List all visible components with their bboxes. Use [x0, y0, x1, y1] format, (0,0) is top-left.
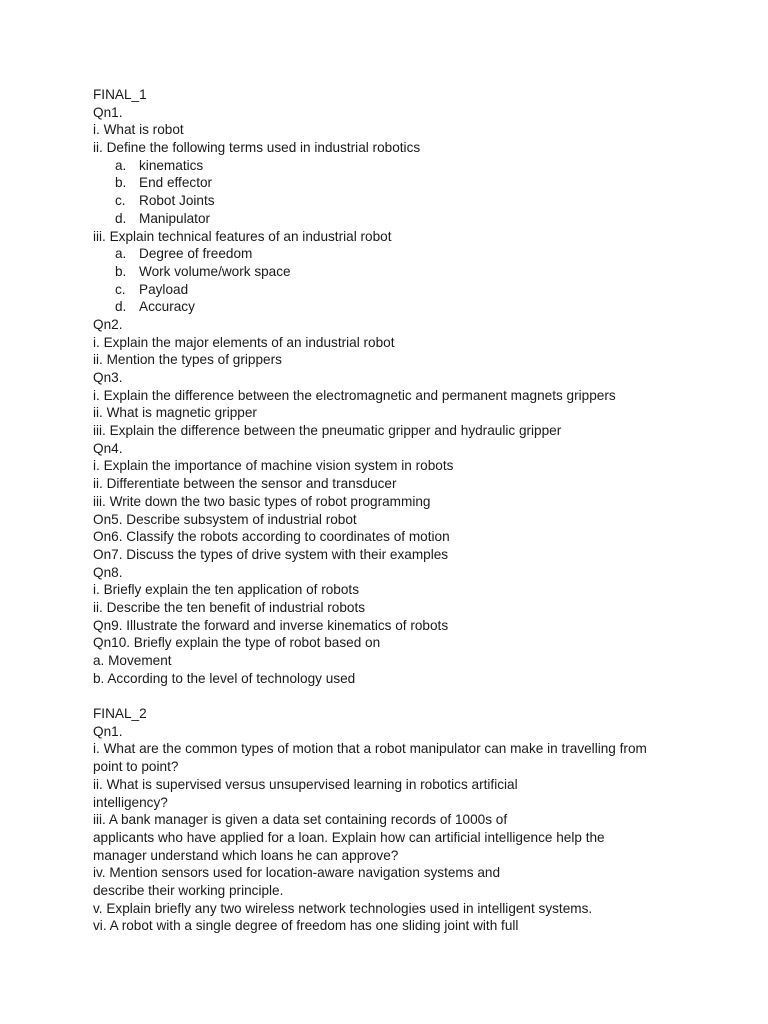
section-heading: FINAL_2 — [93, 706, 147, 722]
list-marker: a. — [115, 157, 127, 173]
text-line: Qn8. — [93, 564, 123, 580]
text-line: iii. Explain technical features of an industrial robot — [93, 228, 392, 244]
text-line: Qn2. — [93, 316, 123, 332]
list-item — [93, 298, 693, 316]
text-line: vi. A robot with a single degree of freedom has one sliding joint with full — [93, 918, 519, 934]
text-line: iii. Explain the difference between the pneumatic gripper and hydraulic gripper — [93, 423, 562, 439]
text-line: Qn1. — [93, 723, 123, 739]
text-line: On7. Discuss the types of drive system with their examples — [93, 546, 449, 562]
text-line: intelligency? — [93, 794, 168, 810]
text-line: Qn3. — [93, 370, 123, 385]
text-line: Qn1. — [93, 104, 123, 120]
blank-line — [93, 687, 693, 705]
list-item-text: Accuracy — [139, 299, 195, 315]
section-heading: FINAL_1 — [93, 87, 147, 102]
text-line: Qn10. Briefly explain the type of robot based on — [93, 635, 381, 651]
list-item — [93, 174, 693, 192]
text-line: ii. What is supervised versus unsupervised learning in robotics artificial — [93, 776, 518, 792]
text-line: ii. What is magnetic gripper — [93, 405, 257, 421]
text-line: manager understand which loans he can approve? — [93, 847, 399, 863]
list-marker: b. — [115, 175, 127, 191]
text-line: i. What are the common types of motion that a robot manipulator can make in travelling from — [93, 741, 647, 757]
text-line: ii. Differentiate between the sensor and transducer — [93, 476, 397, 492]
text-line: i. Explain the major elements of an industrial robot — [93, 334, 395, 350]
text-line: On5. Describe subsystem of industrial robot — [93, 511, 357, 527]
text-line: describe their working principle. — [93, 882, 284, 898]
list-item-text: kinematics — [139, 157, 204, 173]
text-line: On6. Classify the robots according to coordinates of motion — [93, 529, 450, 545]
list-item-text: Robot Joints — [139, 193, 215, 209]
text-line: Qn4. — [93, 440, 123, 456]
list-item — [93, 281, 693, 299]
text-line: iv. Mention sensors used for location-aware navigation systems and — [93, 865, 501, 881]
text-line: iii. A bank manager is given a data set containing records of 1000s of — [93, 812, 508, 828]
list-marker: c. — [115, 281, 126, 297]
text-line: ii. Define the following terms used in industrial robotics — [93, 140, 421, 156]
text-line: point to point? — [93, 759, 179, 775]
list-marker: d. — [115, 210, 127, 226]
list-marker: a. — [115, 246, 127, 262]
list-marker: d. — [115, 299, 127, 315]
list-item — [93, 157, 693, 175]
text-line: Qn9. Illustrate the forward and inverse kinematics of robots — [93, 617, 449, 633]
text-line: i. Explain the importance of machine vision system in robots — [93, 458, 454, 474]
document-page — [93, 86, 693, 935]
text-line: iii. Write down the two basic types of robot programming — [93, 493, 431, 509]
list-item-text: Degree of freedom — [139, 246, 253, 262]
list-item-text: End effector — [139, 175, 213, 191]
text-line: ii. Mention the types of grippers — [93, 352, 282, 368]
list-item-text: Manipulator — [139, 210, 211, 226]
list-item-text: Payload — [139, 281, 189, 297]
text-line: ii. Describe the ten benefit of industrial robots — [93, 599, 366, 615]
section-body — [93, 723, 693, 935]
list-marker: c. — [115, 193, 126, 209]
text-line: i. Briefly explain the ten application of robots — [93, 582, 359, 598]
text-line: v. Explain briefly any two wireless network technologies used in intelligent systems. — [93, 900, 593, 916]
text-line: i. What is robot — [93, 122, 184, 138]
list-item-text: Work volume/work space — [139, 263, 291, 279]
list-item — [93, 245, 693, 263]
list-item — [93, 210, 693, 228]
text-line: applicants who have applied for a loan. Explain how can artificial intelligence help the — [93, 829, 605, 845]
list-item — [93, 192, 693, 210]
text-line: a. Movement — [93, 653, 172, 668]
section-body — [93, 104, 693, 688]
list-marker: b. — [115, 263, 127, 279]
text-line: i. Explain the difference between the electromagnetic and permanent magnets grippers — [93, 387, 616, 403]
text-line: b. According to the level of technology used — [93, 670, 356, 686]
list-item — [93, 263, 693, 281]
